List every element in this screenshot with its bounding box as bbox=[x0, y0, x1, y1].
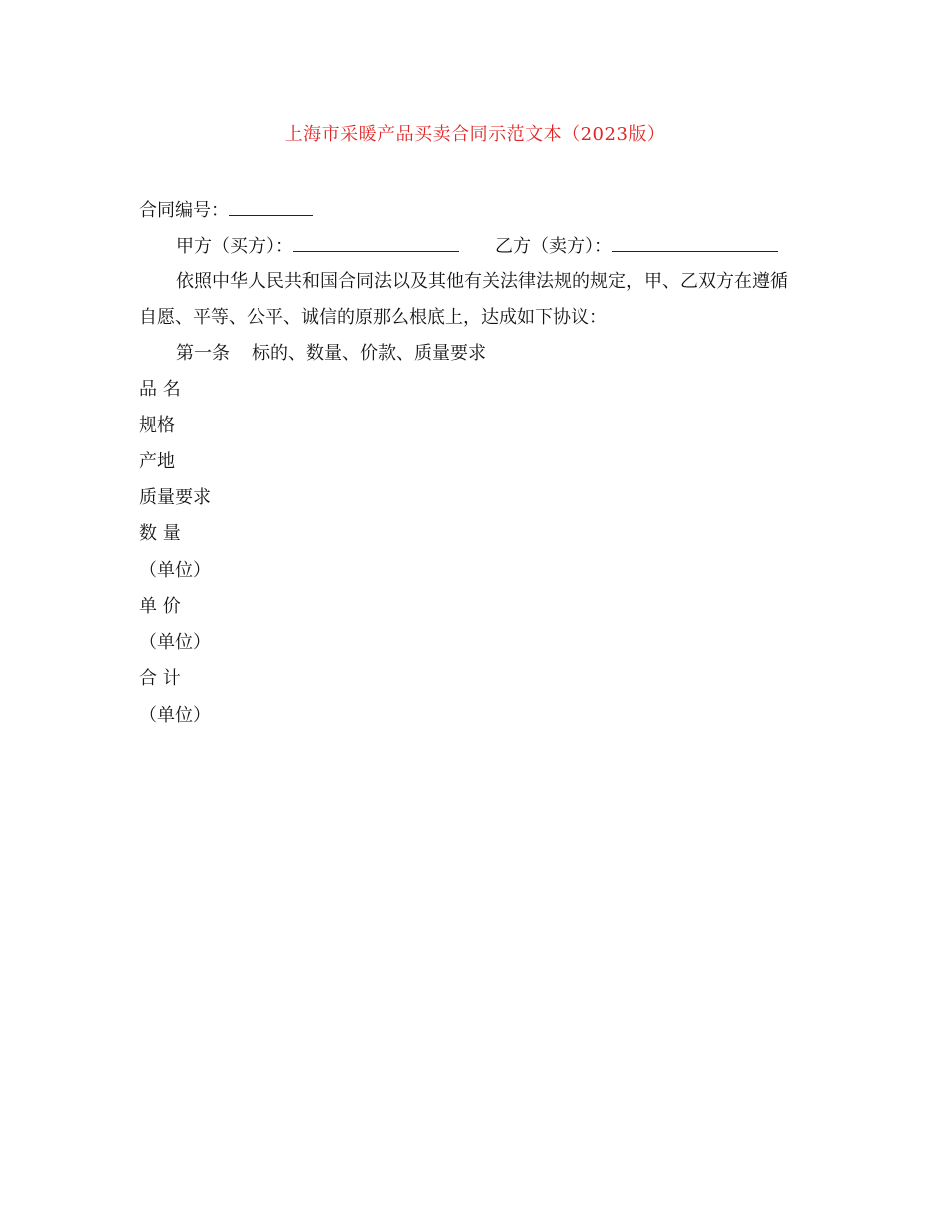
field-origin: 产地 bbox=[139, 451, 175, 472]
field-spec: 规格 bbox=[139, 415, 175, 436]
contract-number-line bbox=[139, 197, 313, 224]
article-1-title: 标的、数量、价款、质量要求 bbox=[252, 343, 486, 364]
field-total: 合 计 bbox=[139, 668, 181, 689]
document-title: 上海市采暖产品买卖合同示范文本（2023版） bbox=[284, 124, 666, 145]
intro-line-2: 自愿、平等、公平、诚信的原那么根底上，达成如下协议： bbox=[139, 307, 607, 328]
field-unit-price: 单 价 bbox=[139, 596, 181, 617]
parties-line bbox=[176, 233, 778, 260]
intro-line-1: 依照中华人民共和国合同法以及其他有关法律法规的规定，甲、乙双方在遵循 bbox=[176, 271, 788, 292]
contract-number-blank[interactable] bbox=[229, 197, 313, 216]
field-quality: 质量要求 bbox=[139, 487, 211, 508]
field-quantity-unit: （单位） bbox=[139, 560, 211, 581]
field-unit-price-unit: （单位） bbox=[139, 632, 211, 653]
article-1-number: 第一条 bbox=[176, 343, 230, 364]
party-b-blank[interactable] bbox=[612, 233, 778, 252]
party-b-label: 乙方（卖方）： bbox=[495, 236, 612, 257]
article-1-heading bbox=[176, 341, 486, 367]
field-quantity: 数 量 bbox=[139, 523, 181, 544]
party-a-blank[interactable] bbox=[293, 233, 459, 252]
field-product-name: 品 名 bbox=[139, 379, 181, 400]
contract-number-label: 合同编号： bbox=[139, 200, 229, 221]
field-total-unit: （单位） bbox=[139, 705, 211, 726]
party-a-label: 甲方（买方）： bbox=[176, 236, 293, 257]
